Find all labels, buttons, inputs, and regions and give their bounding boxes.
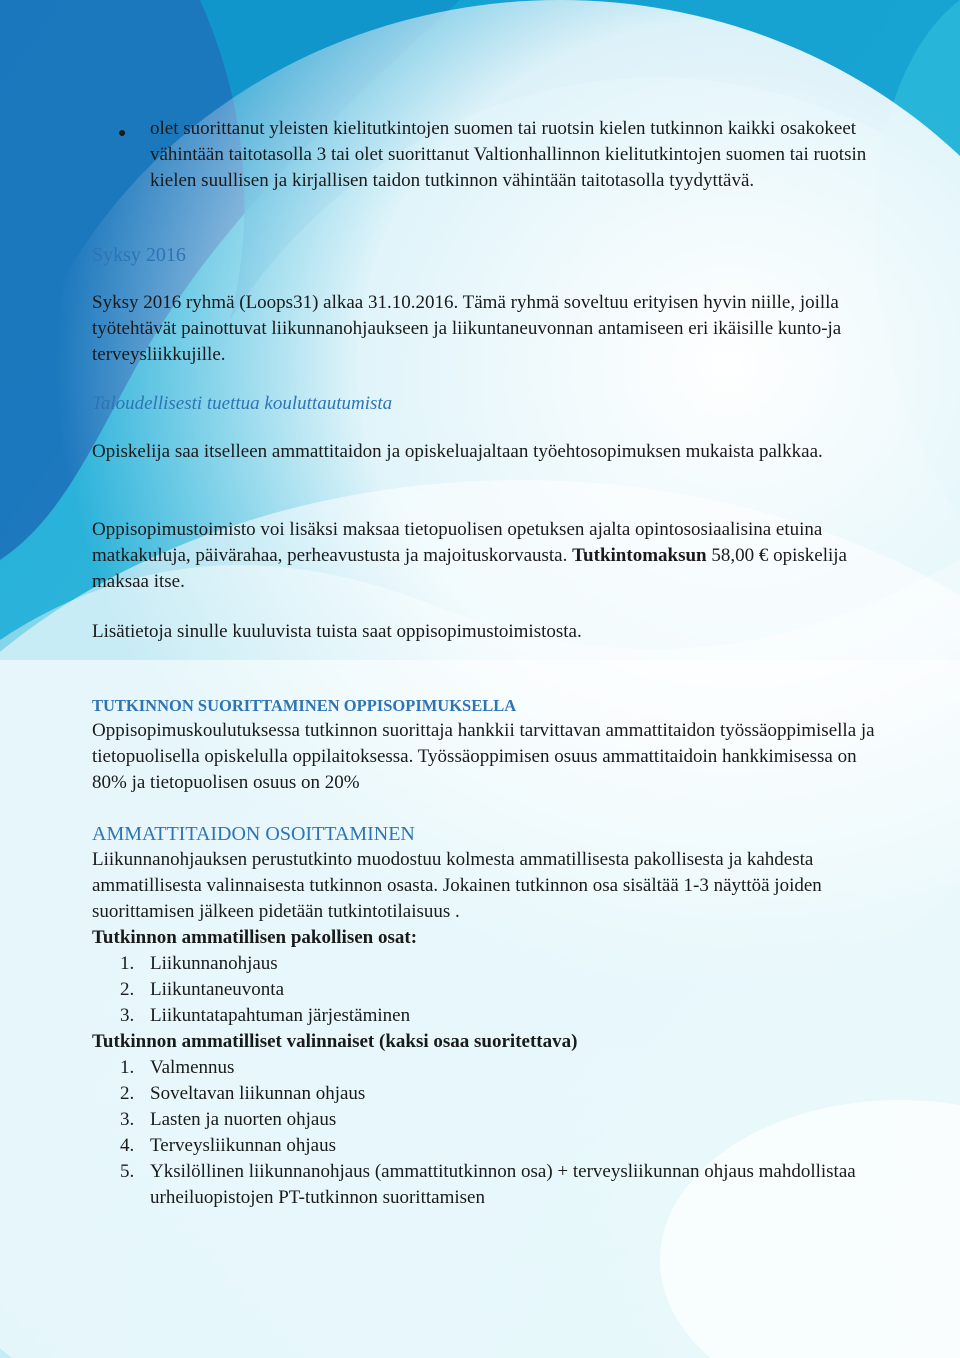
- finance-paragraph-1: Opiskelija saa itselleen ammattitaidon ja opiskeluajaltaan työehtosopimuksen mukaista palkkaa.: [92, 441, 823, 462]
- list-item-number: 3.: [120, 1005, 135, 1026]
- list-item-text: Lasten ja nuorten ohjaus: [150, 1109, 337, 1130]
- list-item-number: 2.: [120, 979, 135, 1000]
- finance-heading: Taloudellisesti tuettua kouluttautumista: [92, 393, 393, 414]
- mandatory-parts-list: [92, 951, 892, 1029]
- list-item: [92, 1055, 892, 1081]
- list-item: [92, 1003, 892, 1029]
- list-item-number: 5.: [120, 1161, 135, 1182]
- list-item: [92, 1133, 892, 1159]
- finance-paragraph-2-end: 58,00 € opiskelija maksaa itse.: [92, 545, 847, 592]
- bullet-item-text: olet suorittanut yleisten kielitutkintojen suomen tai ruotsin kielen tutkinnon kaikki osakokeet vähintään taitotasolla 3 tai olet suorittanut Valtionhallinnon kielitutkintojen suomen tai ruotsin kielen suullisen ja kirjallisen taidon tutkinnon vähintään taitotasolla tyydyttävä.: [150, 118, 867, 191]
- autumn-paragraph: Syksy 2016 ryhmä (Loops31) alkaa 31.10.2016. Tämä ryhmä soveltuu erityisen hyvin niille, joilla työtehtävät painottuvat liikunnanohjaukseen ja liikuntaneuvonnan antamiseen eri ikäisille kunto-ja terveysliikkujille.: [92, 292, 842, 365]
- list-item-text: Liikunnanohjaus: [150, 953, 278, 974]
- list-item-text: Soveltavan liikunnan ohjaus: [150, 1083, 366, 1104]
- list-item-text: Liikuntatapahtuman järjestäminen: [150, 1005, 411, 1026]
- demonstration-paragraph: Liikunnanohjauksen perustutkinto muodostuu kolmesta ammatillisesta pakollisesta ja kahdesta ammatillisesta valinnaisesta tutkinnon osasta. Jokainen tutkinnon osa sisältää 1-3 näyttöä joiden suorittamisen jälkeen pidetään tutkintotilaisuus .: [92, 849, 822, 922]
- bullet-dot-icon: ●: [118, 126, 127, 141]
- demonstration-heading: AMMATTITAIDON OSOITTAMINEN: [92, 823, 415, 845]
- list-item-text: Liikuntaneuvonta: [150, 979, 285, 1000]
- list-item: [92, 1107, 892, 1133]
- list-item-text: Yksilöllinen liikunnanohjaus (ammattitutkinnon osa) + terveysliikunnan ohjaus mahdollistaa urheiluopistojen PT-tutkinnon suorittamisen: [150, 1161, 856, 1208]
- finance-paragraph-2-start: Oppisopimustoimisto voi lisäksi maksaa tietopuolisen opetuksen ajalta opintososiaalisina etuina matkakuluja, päivärahaa, perheavustusta ja majoituskorvausta.: [92, 519, 823, 566]
- completion-heading: TUTKINNON SUORITTAMINEN OPPISOPIMUKSELLA: [92, 696, 517, 715]
- list-item-text: Valmennus: [150, 1057, 235, 1078]
- list-item: [92, 1081, 892, 1107]
- finance-fee-label: Tutkintomaksun: [572, 545, 707, 566]
- mandatory-parts-heading: Tutkinnon ammatillisen pakollisen osat:: [92, 927, 418, 948]
- list-item-number: 1.: [120, 953, 135, 974]
- optional-parts-list: [92, 1055, 892, 1211]
- list-item-number: 2.: [120, 1083, 135, 1104]
- list-item: [92, 951, 892, 977]
- autumn-heading: Syksy 2016: [92, 244, 186, 266]
- list-item: [92, 977, 892, 1003]
- list-item-number: 1.: [120, 1057, 135, 1078]
- completion-paragraph: Oppisopimuskoulutuksessa tutkinnon suorittaja hankkii tarvittavan ammattitaidon työssäoppimisella ja tietopuolisella opiskelulla oppilaitoksessa. Työssäoppimisen osuus ammattitaidoin hankkimisessa on 80% ja tietopuolisen osuus on 20%: [92, 720, 875, 793]
- list-item-number: 4.: [120, 1135, 135, 1156]
- finance-paragraph-3: Lisätietoja sinulle kuuluvista tuista saat oppisopimustoimistosta.: [92, 621, 582, 642]
- finance-paragraph-2: [92, 517, 882, 595]
- list-item: [92, 1159, 892, 1211]
- list-item-text: Terveysliikunnan ohjaus: [150, 1135, 336, 1156]
- list-item-number: 3.: [120, 1109, 135, 1130]
- optional-parts-heading: Tutkinnon ammatilliset valinnaiset (kaksi osaa suoritettava): [92, 1031, 578, 1052]
